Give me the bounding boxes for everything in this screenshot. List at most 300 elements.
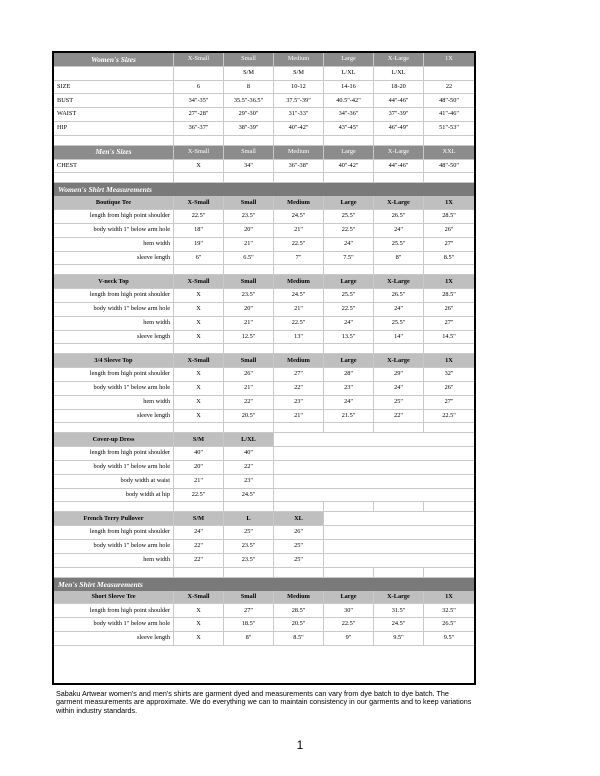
table-row xyxy=(54,632,474,646)
empty-cell xyxy=(274,447,324,460)
value-cell: 14" xyxy=(374,331,424,344)
value-cell: 28.5" xyxy=(442,291,456,299)
value-cell: 18.5" xyxy=(224,618,274,631)
value-cell: 22" xyxy=(174,554,224,567)
empty-cell xyxy=(374,173,424,182)
value-cell: X xyxy=(174,368,224,381)
value-cell: 27" xyxy=(444,319,454,326)
spacer-row xyxy=(54,344,474,354)
value-cell: 24" xyxy=(324,396,374,409)
value-cell: 6.5" xyxy=(224,252,274,265)
column-header: X-Large xyxy=(374,196,424,209)
table-row xyxy=(54,382,474,396)
row-label: sleeve length xyxy=(54,331,174,344)
table-row xyxy=(54,317,474,331)
value-cell: 28.5" xyxy=(442,212,456,220)
empty-cell xyxy=(424,173,474,182)
value-cell: 46"-49" xyxy=(374,122,424,135)
value-cell: 38"-39" xyxy=(224,122,274,135)
empty-cell xyxy=(374,447,424,460)
empty-cell xyxy=(274,136,324,145)
value-cell: 34"-35" xyxy=(174,94,224,107)
value-cell: 26" xyxy=(444,226,454,234)
value-cell: 25.5" xyxy=(324,210,374,223)
section-title: Women's Shirt Measurements xyxy=(54,183,474,196)
value-cell: 8" xyxy=(224,632,274,645)
row-label: length from high point shoulder xyxy=(54,368,174,381)
value-cell: 23.5" xyxy=(224,554,274,567)
column-header: Small xyxy=(224,354,274,367)
value-cell: 24.5" xyxy=(274,289,324,302)
column-header: X-Small xyxy=(174,275,224,288)
value-cell: 23" xyxy=(224,475,274,488)
value-cell: 23" xyxy=(324,382,374,395)
value-cell: 12.5" xyxy=(224,331,274,344)
table-row xyxy=(54,224,474,238)
value-cell: 35.5"-36.5" xyxy=(224,94,274,107)
value-cell: 24" xyxy=(174,526,224,539)
value-cell: 24" xyxy=(374,224,424,237)
table-row xyxy=(54,210,474,224)
empty-cell xyxy=(374,512,424,525)
column-header: Small xyxy=(224,53,274,66)
column-header: Small xyxy=(224,146,274,159)
empty-cell xyxy=(324,512,374,525)
value-cell: 41"-46" xyxy=(439,110,459,118)
value-cell: 29"-30" xyxy=(224,108,274,121)
size-chart-table xyxy=(52,51,476,685)
table-row xyxy=(54,289,474,303)
page-number: 1 xyxy=(296,738,304,752)
value-cell: 21" xyxy=(274,303,324,316)
table-title: Short Sleeve Tee xyxy=(54,591,174,604)
empty-cell xyxy=(374,136,424,145)
table-title: V-neck Top xyxy=(54,275,174,288)
row-label: body width at waist xyxy=(54,475,174,488)
row-label: hem width xyxy=(54,238,174,251)
empty-cell xyxy=(424,447,474,460)
value-cell: 27" xyxy=(224,604,274,617)
column-header: Medium xyxy=(274,275,324,288)
value-cell: 21.5" xyxy=(324,410,374,423)
empty-cell xyxy=(274,265,324,274)
table-row xyxy=(54,604,474,618)
table-row xyxy=(54,475,474,489)
value-cell: 22.5" xyxy=(274,317,324,330)
value-cell: 9.5" xyxy=(443,634,455,642)
table-title: Cover-up Dress xyxy=(54,433,174,446)
value-cell: X xyxy=(174,331,224,344)
value-cell: 9.5" xyxy=(374,632,424,645)
empty-cell xyxy=(54,502,174,511)
empty-cell xyxy=(274,344,324,353)
empty-cell xyxy=(54,173,174,182)
value-cell: 23.5" xyxy=(224,210,274,223)
value-cell: 18" xyxy=(174,224,224,237)
value-cell: 19" xyxy=(174,238,224,251)
empty-cell xyxy=(374,265,424,274)
empty-cell xyxy=(174,136,224,145)
value-cell: 22.5" xyxy=(442,411,456,419)
value-cell: X xyxy=(174,396,224,409)
value-cell: 21" xyxy=(274,224,324,237)
column-header: X-Small xyxy=(174,354,224,367)
value-cell: 21" xyxy=(224,382,274,395)
value-cell: 29" xyxy=(374,368,424,381)
section-title: Men's Shirt Measurements xyxy=(54,578,474,591)
value-cell: X xyxy=(174,410,224,423)
value-cell: 23.5" xyxy=(224,540,274,553)
value-cell: 28" xyxy=(324,368,374,381)
table-row xyxy=(54,303,474,317)
value-cell: 22" xyxy=(224,461,274,474)
spacer-row xyxy=(54,502,474,512)
value-cell: 25.5" xyxy=(324,289,374,302)
empty-cell xyxy=(324,173,374,182)
size-alias: L/XL xyxy=(374,67,424,80)
empty-cell xyxy=(324,475,374,488)
empty-cell xyxy=(324,344,374,353)
empty-cell xyxy=(424,568,474,577)
row-label: length from high point shoulder xyxy=(54,447,174,460)
value-cell: 31.5" xyxy=(374,604,424,617)
empty-cell xyxy=(274,461,324,474)
table-header-row xyxy=(54,512,474,526)
row-label: body width 1" below arm hole xyxy=(54,540,174,553)
spacer-row xyxy=(54,568,474,578)
table-header-row xyxy=(54,591,474,605)
value-cell: 24.5" xyxy=(374,618,424,631)
table-row xyxy=(54,331,474,345)
value-cell: 8" xyxy=(374,252,424,265)
row-label: body width 1" below arm hole xyxy=(54,461,174,474)
column-header: S/M xyxy=(174,433,224,446)
value-cell: 14-16 xyxy=(324,81,374,94)
empty-cell xyxy=(224,568,274,577)
value-cell: 48"-50" xyxy=(439,161,459,169)
value-cell: 10-12 xyxy=(274,81,324,94)
column-header: Large xyxy=(324,275,374,288)
table-title: Men's Sizes xyxy=(54,146,174,159)
value-cell: 40" xyxy=(224,447,274,460)
column-header: 1X xyxy=(445,592,453,600)
column-header: Small xyxy=(224,591,274,604)
value-cell: 13" xyxy=(274,331,324,344)
value-cell: 37"-39" xyxy=(374,108,424,121)
value-cell: 6" xyxy=(174,252,224,265)
table-header-row xyxy=(54,53,474,67)
empty-cell xyxy=(424,433,474,446)
table-row xyxy=(54,252,474,266)
value-cell: X xyxy=(174,382,224,395)
value-cell: 22.5" xyxy=(324,303,374,316)
value-cell: 24" xyxy=(324,238,374,251)
size-alias: S/M xyxy=(224,67,274,80)
value-cell: 7" xyxy=(274,252,324,265)
empty-cell xyxy=(374,502,424,511)
value-cell: 40"-42" xyxy=(324,160,374,173)
column-header: Large xyxy=(324,53,374,66)
table-row xyxy=(54,554,474,568)
empty-cell xyxy=(54,67,174,80)
empty-cell xyxy=(54,344,174,353)
empty-cell xyxy=(224,136,274,145)
value-cell: 32.5" xyxy=(442,606,456,614)
value-cell: 25" xyxy=(374,396,424,409)
table-header-row xyxy=(54,146,474,160)
empty-cell xyxy=(424,489,474,502)
value-cell: 13.5" xyxy=(324,331,374,344)
value-cell: X xyxy=(174,160,224,173)
empty-cell xyxy=(324,136,374,145)
value-cell: 26" xyxy=(224,368,274,381)
value-cell: 26.5" xyxy=(374,210,424,223)
empty-cell xyxy=(324,423,374,432)
empty-cell xyxy=(424,461,474,474)
empty-cell xyxy=(424,344,474,353)
row-label: length from high point shoulder xyxy=(54,289,174,302)
empty-cell xyxy=(374,526,424,539)
table-row xyxy=(54,489,474,503)
row-label: sleeve length xyxy=(54,632,174,645)
table-header-row xyxy=(54,275,474,289)
empty-cell xyxy=(324,540,374,553)
value-cell: 21" xyxy=(224,317,274,330)
empty-cell xyxy=(424,540,474,553)
value-cell: 25" xyxy=(224,526,274,539)
value-cell: 21" xyxy=(174,475,224,488)
empty-cell xyxy=(174,344,224,353)
value-cell: 27" xyxy=(444,240,454,248)
column-header: X-Large xyxy=(374,146,424,159)
empty-cell xyxy=(224,423,274,432)
empty-cell xyxy=(374,489,424,502)
value-cell: 36"-37" xyxy=(174,122,224,135)
column-header: X-Large xyxy=(374,591,424,604)
value-cell: X xyxy=(174,303,224,316)
empty-cell xyxy=(374,540,424,553)
spacer-row xyxy=(54,265,474,275)
empty-cell xyxy=(424,423,474,432)
column-header: Medium xyxy=(274,53,324,66)
table-row xyxy=(54,81,474,95)
value-cell: 8 xyxy=(224,81,274,94)
value-cell: 6 xyxy=(174,81,224,94)
empty-cell xyxy=(374,475,424,488)
column-header: X-Small xyxy=(174,196,224,209)
empty-cell xyxy=(54,423,174,432)
table-title: French Terry Pullover xyxy=(54,512,174,525)
row-label: length from high point shoulder xyxy=(54,210,174,223)
column-header: X-Large xyxy=(374,275,424,288)
value-cell: 21" xyxy=(274,410,324,423)
empty-cell xyxy=(54,136,174,145)
size-alias xyxy=(174,67,224,80)
table-row xyxy=(54,618,474,632)
empty-cell xyxy=(54,265,174,274)
empty-cell xyxy=(174,423,224,432)
empty-cell xyxy=(424,554,474,567)
spacer-row xyxy=(54,136,474,146)
empty-cell xyxy=(54,568,174,577)
column-header: Large xyxy=(324,146,374,159)
value-cell: 25.5" xyxy=(374,238,424,251)
column-header: XL xyxy=(274,512,324,525)
column-header: Medium xyxy=(274,196,324,209)
empty-cell xyxy=(274,475,324,488)
table-header-row xyxy=(54,433,474,447)
value-cell: 26.5" xyxy=(374,289,424,302)
size-alias: S/M xyxy=(274,67,324,80)
value-cell: 27"-28" xyxy=(174,108,224,121)
row-label: BUST xyxy=(54,94,174,107)
column-header: X-Large xyxy=(374,53,424,66)
row-label: hem width xyxy=(54,317,174,330)
empty-cell xyxy=(274,433,324,446)
empty-cell xyxy=(424,512,474,525)
empty-cell xyxy=(324,502,374,511)
empty-cell xyxy=(374,461,424,474)
empty-cell xyxy=(374,423,424,432)
spacer-row xyxy=(54,423,474,433)
value-cell: 22" xyxy=(374,410,424,423)
column-header: XXL xyxy=(442,148,456,156)
value-cell: X xyxy=(174,289,224,302)
empty-cell xyxy=(374,433,424,446)
empty-cell xyxy=(324,489,374,502)
row-label: sleeve length xyxy=(54,252,174,265)
value-cell: X xyxy=(174,632,224,645)
value-cell: X xyxy=(174,317,224,330)
column-header: S/M xyxy=(174,512,224,525)
table-row xyxy=(54,238,474,252)
column-header: 1X xyxy=(445,356,453,364)
column-header: Large xyxy=(324,354,374,367)
value-cell: 40.5"-42" xyxy=(324,94,374,107)
row-label: body width at hip xyxy=(54,489,174,502)
value-cell: 26" xyxy=(274,526,324,539)
table-header-row xyxy=(54,196,474,210)
value-cell: 34" xyxy=(224,160,274,173)
empty-cell xyxy=(274,489,324,502)
value-cell: 14.5" xyxy=(442,332,456,340)
value-cell: 22 xyxy=(445,82,453,90)
row-label: WAIST xyxy=(54,108,174,121)
value-cell: 25.5" xyxy=(374,317,424,330)
empty-cell xyxy=(224,265,274,274)
row-label: sleeve length xyxy=(54,410,174,423)
value-cell: 23" xyxy=(274,396,324,409)
value-cell: 36"-38" xyxy=(274,160,324,173)
value-cell: 22.5" xyxy=(324,224,374,237)
column-header: 1X xyxy=(445,55,453,63)
table-row xyxy=(54,108,474,122)
empty-cell xyxy=(424,475,474,488)
column-header: Medium xyxy=(274,354,324,367)
empty-cell xyxy=(374,568,424,577)
column-header: Large xyxy=(324,196,374,209)
empty-cell xyxy=(274,173,324,182)
value-cell: 34"-36" xyxy=(324,108,374,121)
column-header: X-Small xyxy=(174,146,224,159)
empty-cell xyxy=(374,344,424,353)
value-cell: 31"-33" xyxy=(274,108,324,121)
value-cell: 44"-46" xyxy=(374,94,424,107)
spacer-row xyxy=(54,173,474,183)
table-row xyxy=(54,396,474,410)
value-cell: 8.5" xyxy=(443,253,455,261)
empty-cell xyxy=(324,461,374,474)
value-cell: 26" xyxy=(444,384,454,392)
value-cell: 21" xyxy=(224,238,274,251)
table-row xyxy=(54,122,474,136)
row-label: SIZE xyxy=(54,81,174,94)
empty-cell xyxy=(324,554,374,567)
empty-cell xyxy=(274,502,324,511)
column-header: 1X xyxy=(445,198,453,206)
column-header: 1X xyxy=(445,277,453,285)
value-cell: 18-20 xyxy=(374,81,424,94)
value-cell: 8.5" xyxy=(274,632,324,645)
row-label: length from high point shoulder xyxy=(54,604,174,617)
column-header: X-Small xyxy=(174,53,224,66)
column-header: Medium xyxy=(274,146,324,159)
value-cell: 20.5" xyxy=(224,410,274,423)
column-header: L/XL xyxy=(224,433,274,446)
value-cell: 7.5" xyxy=(324,252,374,265)
value-cell: 30" xyxy=(324,604,374,617)
value-cell: X xyxy=(174,604,224,617)
empty-cell xyxy=(324,447,374,460)
empty-cell xyxy=(174,502,224,511)
row-label: body width 1" below arm hole xyxy=(54,382,174,395)
value-cell: 24.5" xyxy=(224,489,274,502)
value-cell: 26.5" xyxy=(442,620,456,628)
size-subheader-row xyxy=(54,67,474,81)
value-cell: 27" xyxy=(274,368,324,381)
empty-cell xyxy=(424,526,474,539)
value-cell: 40"-42" xyxy=(274,122,324,135)
value-cell: 9" xyxy=(324,632,374,645)
value-cell: 25" xyxy=(274,540,324,553)
empty-cell xyxy=(424,136,474,145)
row-label: length from high point shoulder xyxy=(54,526,174,539)
footnote: Sabaku Artwear women's and men's shirts are garment dyed and measurements can vary from dye batch to dye batch. The garment measurements are approximate. We do everything we can to maintain consistency in our garments and to keep variations within industry standards. xyxy=(56,689,472,715)
empty-cell xyxy=(424,265,474,274)
empty-cell xyxy=(424,502,474,511)
value-cell: 20" xyxy=(174,461,224,474)
table-row xyxy=(54,540,474,554)
table-row xyxy=(54,526,474,540)
empty-cell xyxy=(224,502,274,511)
empty-cell xyxy=(174,173,224,182)
value-cell: 26" xyxy=(444,305,454,313)
value-cell: 51"-53" xyxy=(439,124,459,132)
column-header: X-Small xyxy=(174,591,224,604)
value-cell: 22" xyxy=(224,396,274,409)
table-row xyxy=(54,410,474,424)
value-cell: 23.5" xyxy=(224,289,274,302)
value-cell: 22" xyxy=(274,382,324,395)
column-header: Large xyxy=(324,591,374,604)
value-cell: 20" xyxy=(224,303,274,316)
table-row xyxy=(54,447,474,461)
empty-cell xyxy=(224,173,274,182)
value-cell: 22" xyxy=(174,540,224,553)
empty-cell xyxy=(174,265,224,274)
value-cell: 20.5" xyxy=(274,618,324,631)
row-label: body width 1" below arm hole xyxy=(54,618,174,631)
